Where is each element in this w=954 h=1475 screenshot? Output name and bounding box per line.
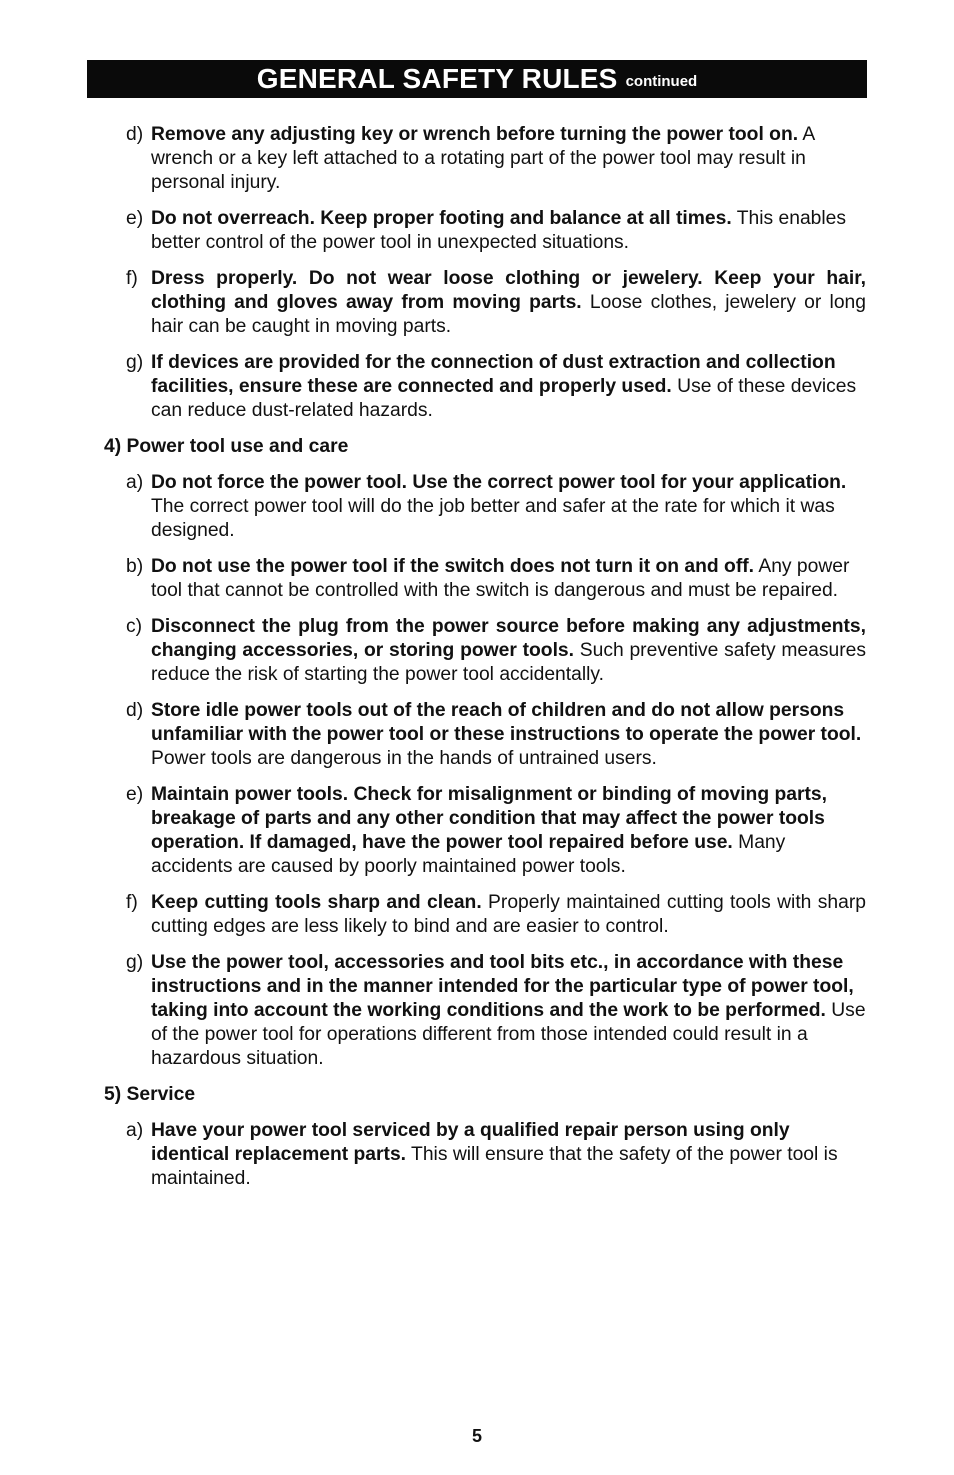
- rule-bold-text: Have your power tool serviced by a qualified repair person using only identical replacement parts.: [151, 1120, 790, 1165]
- rule-bold-text: Store idle power tools out of the reach of children and do not allow persons unfamiliar with the power tool or these instructions to operate the power tool.: [151, 700, 862, 745]
- rule-text: A wrench or a key left attached to a rotating part of the power tool may result in personal injury.: [151, 124, 815, 193]
- rule-text: Such preventive safety measures reduce the risk of starting the power tool accidentally.: [151, 640, 866, 685]
- rule-item: [104, 555, 866, 603]
- rule-text: Many accidents are caused by poorly maintained power tools.: [151, 832, 786, 877]
- rule-bold-text: Keep cutting tools sharp and clean.: [151, 892, 482, 913]
- rule-item: [104, 951, 866, 1071]
- section-header-bar: [87, 60, 867, 98]
- rule-text: Use of the power tool for operations different from those intended could result in a hazardous situation.: [151, 1000, 866, 1069]
- rule-bold-text: Do not use the power tool if the switch does not turn it on and off.: [151, 556, 755, 577]
- rule-item: [104, 351, 866, 423]
- section-heading-service: 5) Service: [104, 1084, 196, 1105]
- rule-letter: e): [126, 784, 144, 805]
- rule-letter: c): [126, 616, 143, 637]
- rule-item: [104, 699, 866, 771]
- rule-bold-text: Do not overreach. Keep proper footing and balance at all times.: [151, 208, 732, 229]
- rule-bold-text: Remove any adjusting key or wrench before turning the power tool on.: [151, 124, 799, 145]
- rule-letter: a): [126, 472, 144, 493]
- rule-text: Loose clothes, jewelery or long hair can be caught in moving parts.: [151, 292, 866, 337]
- rule-letter: b): [126, 556, 144, 577]
- rule-bold-text: If devices are provided for the connection of dust extraction and collection facilities, ensure these are connected and properly used.: [151, 352, 836, 397]
- section-subtitle: continued: [625, 72, 698, 90]
- rule-letter: d): [126, 700, 144, 721]
- rule-letter: g): [126, 952, 144, 973]
- rule-item: [104, 1119, 866, 1191]
- section-heading-use-and-care: 4) Power tool use and care: [104, 436, 349, 457]
- rule-bold-text: Maintain power tools. Check for misalignment or binding of moving parts, breakage of parts and any other condition that may affect the power tools operation. If damaged, have the power tool repaired before use.: [151, 784, 827, 853]
- rule-letter: f): [126, 268, 138, 289]
- rule-text: Properly maintained cutting tools with sharp cutting edges are less likely to bind and are easier to control.: [151, 892, 866, 937]
- rule-item: [104, 615, 866, 687]
- rule-bold-text: Use the power tool, accessories and tool bits etc., in accordance with these instructions and in the manner intended for the particular type of power tool, taking into account the working conditions and the work to be performed.: [151, 952, 854, 1021]
- rule-bold-text: Dress properly. Do not wear loose clothing or jewelery. Keep your hair, clothing and gloves away from moving parts.: [151, 268, 866, 313]
- rule-letter: e): [126, 208, 144, 229]
- rules-content: [104, 123, 866, 1203]
- rule-letter: f): [126, 892, 138, 913]
- rule-text: Any power tool that cannot be controlled with the switch is dangerous and must be repaired.: [151, 556, 850, 601]
- page-number: 5: [471, 1426, 482, 1446]
- rule-text: Power tools are dangerous in the hands of untrained users.: [151, 748, 657, 769]
- rule-text: The correct power tool will do the job better and safer at the rate for which it was designed.: [151, 496, 835, 541]
- rule-item: [104, 471, 866, 543]
- rule-item: [104, 123, 866, 195]
- rule-letter: d): [126, 124, 144, 145]
- rule-bold-text: Disconnect the plug from the power source before making any adjustments, changing accessories, or storing power tools.: [151, 616, 866, 661]
- rule-letter: g): [126, 352, 144, 373]
- rule-item: [104, 267, 866, 339]
- rule-item: [104, 783, 866, 879]
- rule-bold-text: Do not force the power tool. Use the correct power tool for your application.: [151, 472, 847, 493]
- rule-item: [104, 891, 866, 939]
- rule-letter: a): [126, 1120, 144, 1141]
- rule-text: Use of these devices can reduce dust-related hazards.: [151, 376, 857, 421]
- rule-text: This enables better control of the power tool in unexpected situations.: [151, 208, 847, 253]
- section-title: GENERAL SAFETY RULES: [256, 63, 618, 94]
- rule-item: [104, 207, 866, 255]
- rule-text: This will ensure that the safety of the power tool is maintained.: [151, 1144, 838, 1189]
